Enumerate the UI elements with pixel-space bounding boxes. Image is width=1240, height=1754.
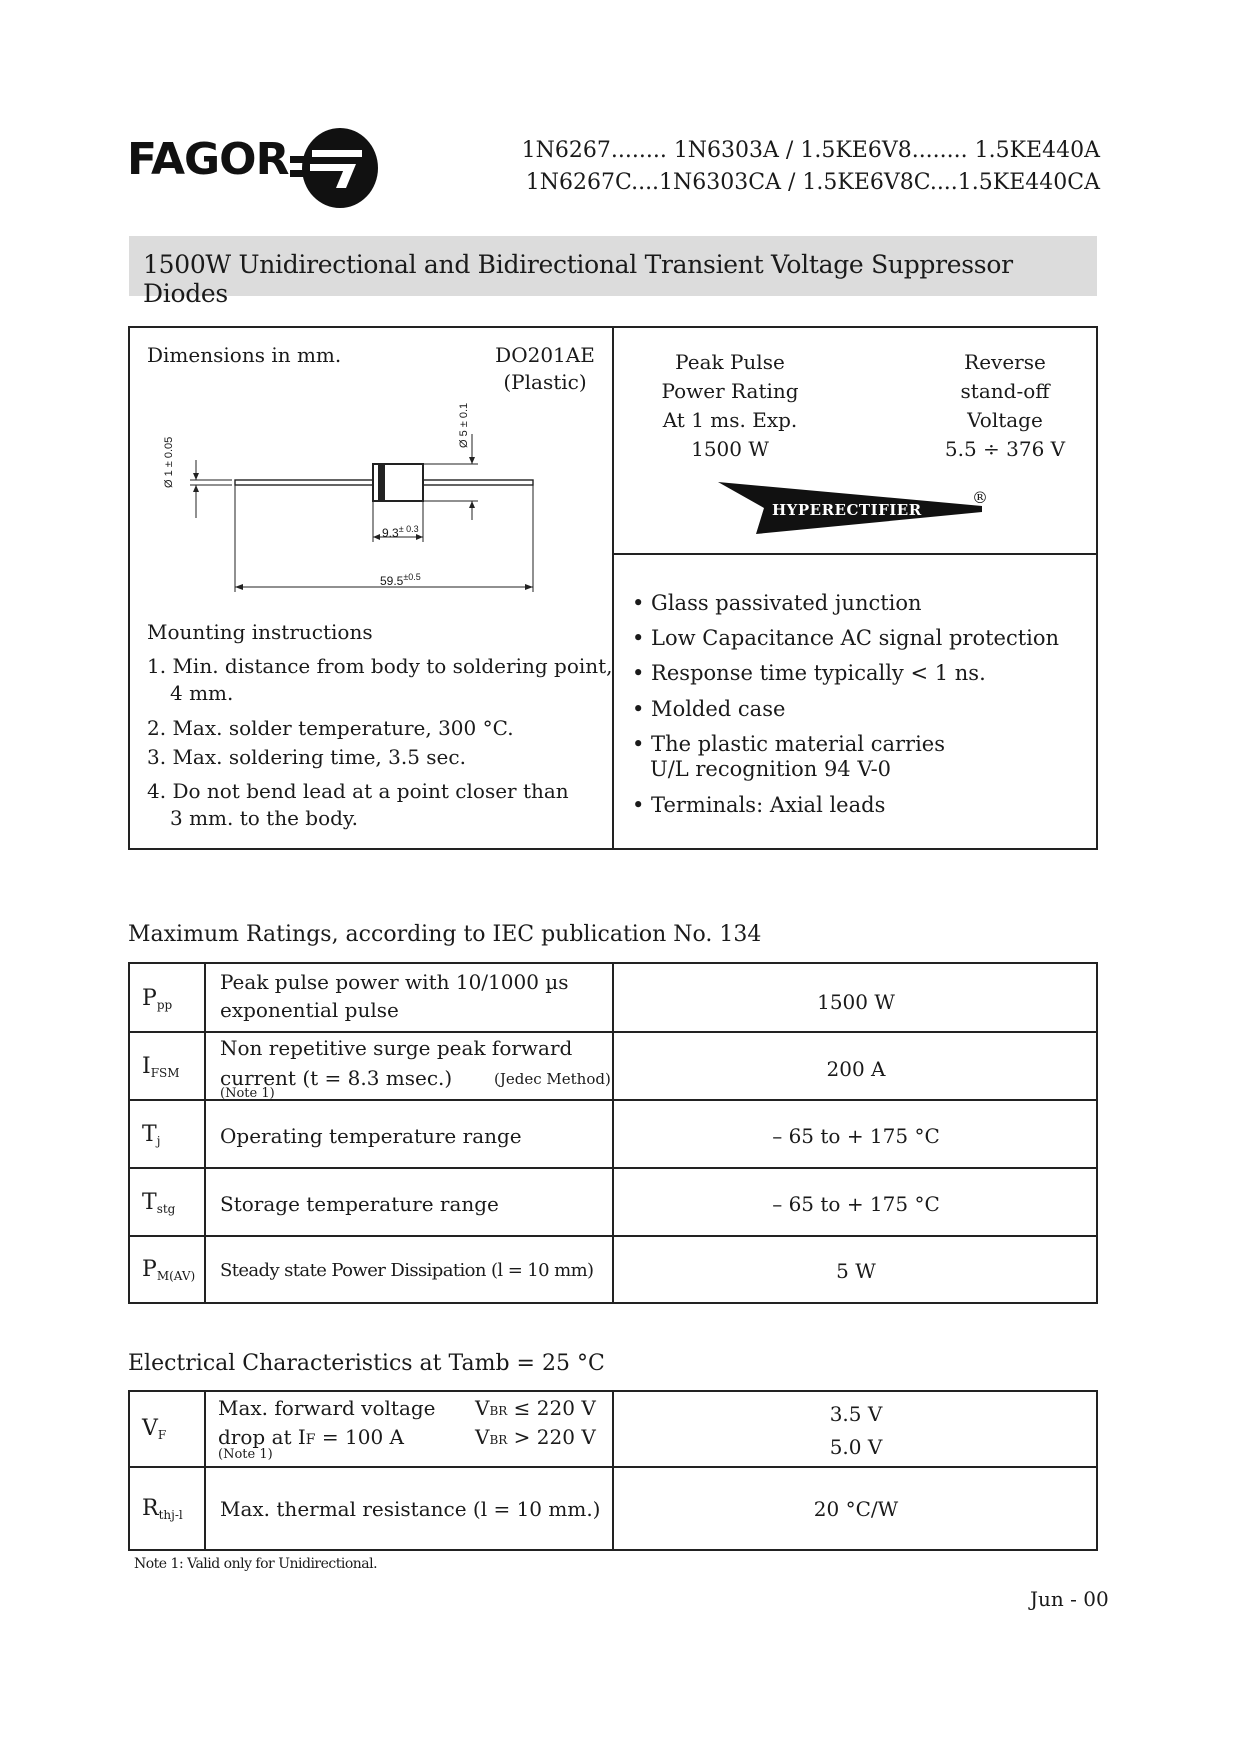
feature-item: • Molded case xyxy=(632,697,786,721)
symbol-subscript: M(AV) xyxy=(156,1269,196,1283)
info-box-hdivider xyxy=(612,553,1098,555)
cond-text: V xyxy=(475,1396,490,1420)
table-row-divider xyxy=(128,1235,1098,1237)
part-numbers-line-1: 1N6267........ 1N6303A / 1.5KE6V8........ 1.5KE440A xyxy=(521,138,1100,163)
symbol-ifsm xyxy=(142,1054,180,1080)
peak-pulse-line: At 1 ms. Exp. xyxy=(662,408,798,432)
rating-value: 1500 W xyxy=(817,990,895,1014)
jedec-method: (Jedec Method) xyxy=(494,1070,611,1088)
info-box-divider xyxy=(612,326,614,850)
desc-text: drop at I xyxy=(218,1425,306,1449)
mounting-title: Mounting instructions xyxy=(147,620,373,644)
symbol-tstg xyxy=(142,1190,175,1216)
symbol-ppp xyxy=(142,986,172,1012)
part-numbers-line-2: 1N6267C....1N6303CA / 1.5KE6V8C....1.5KE440CA xyxy=(525,170,1100,195)
symbol-letter: P xyxy=(142,986,157,1011)
symbol-letter: T xyxy=(142,1190,157,1215)
symbol-letter: R xyxy=(142,1496,159,1521)
electrical-desc: Max. forward voltage xyxy=(218,1396,436,1420)
rating-value: – 65 to + 175 °C xyxy=(772,1192,940,1216)
symbol-subscript: stg xyxy=(156,1202,176,1216)
reverse-standoff-line: Reverse xyxy=(964,350,1046,374)
rating-value: – 65 to + 175 °C xyxy=(772,1124,940,1148)
reverse-standoff-block xyxy=(920,348,1090,464)
rating-desc: Peak pulse power with 10/1000 µs xyxy=(220,970,569,994)
symbol-tj xyxy=(142,1122,160,1148)
rating-desc: Storage temperature range xyxy=(220,1192,499,1216)
symbol-letter: T xyxy=(142,1122,157,1147)
package-type: (Plastic) xyxy=(503,370,587,394)
hyperectifier-text: HYPERECTIFIER xyxy=(772,501,922,519)
table-row-divider xyxy=(128,1031,1098,1033)
total-length-value: 59.5 xyxy=(380,574,404,588)
desc-text: = 100 A xyxy=(315,1425,404,1449)
cond-subscript: BR xyxy=(489,1404,508,1418)
note-ref: (Note 1) xyxy=(220,1086,275,1101)
peak-pulse-value: 1500 W xyxy=(691,437,769,461)
fagor-logo-icon xyxy=(290,126,382,210)
symbol-pmav xyxy=(142,1257,195,1283)
symbol-letter: P xyxy=(142,1257,157,1282)
total-length-tol: ±0.5 xyxy=(403,572,421,582)
revision-date: Jun - 00 xyxy=(1030,1587,1109,1611)
mounting-item: 4 mm. xyxy=(170,681,234,705)
reverse-standoff-value: 5.5 ÷ 376 V xyxy=(944,437,1066,461)
feature-item: • Glass passivated junction xyxy=(632,591,922,615)
body-length-dim xyxy=(382,524,419,540)
feature-item: • Response time typically < 1 ns. xyxy=(632,661,986,685)
cond-text: > 220 V xyxy=(507,1425,596,1449)
dimensions-label: Dimensions in mm. xyxy=(147,343,342,367)
rating-desc: exponential pulse xyxy=(220,998,399,1022)
electrical-value: 20 °C/W xyxy=(813,1497,899,1521)
electrical-value: 5.0 V xyxy=(829,1435,883,1459)
feature-item: U/L recognition 94 V-0 xyxy=(650,757,892,781)
table-row-divider xyxy=(128,1167,1098,1169)
electrical-value: 3.5 V xyxy=(829,1402,883,1426)
package-name: DO201AE xyxy=(495,343,595,367)
lead-diameter-dim: Ø 1 ± 0.05 xyxy=(163,436,175,488)
table-col-divider xyxy=(204,1390,206,1551)
rating-value: 5 W xyxy=(836,1259,876,1283)
feature-item: • Terminals: Axial leads xyxy=(632,793,886,817)
mounting-item: 4. Do not bend lead at a point closer than xyxy=(147,779,569,803)
title-bar xyxy=(129,236,1097,308)
body-diameter-dim: Ø 5 ± 0.1 xyxy=(458,402,470,448)
note-ref: (Note 1) xyxy=(218,1447,273,1462)
cond-text: V xyxy=(475,1425,490,1449)
feature-item: • Low Capacitance AC signal protection xyxy=(632,626,1060,650)
rating-value: 200 A xyxy=(826,1057,886,1081)
peak-pulse-line: Power Rating xyxy=(661,379,799,403)
vbr-condition xyxy=(475,1396,596,1420)
max-ratings-heading: Maximum Ratings, according to IEC publication No. 134 xyxy=(128,922,762,947)
peak-pulse-block xyxy=(640,348,820,464)
symbol-letter: V xyxy=(142,1416,158,1441)
rating-desc: Steady state Power Dissipation (l = 10 mm) xyxy=(220,1260,594,1281)
symbol-vf xyxy=(142,1416,166,1442)
reverse-standoff-line: Voltage xyxy=(967,408,1043,432)
symbol-rthjl xyxy=(142,1496,183,1522)
body-length-value: 9.3 xyxy=(382,526,399,540)
registered-mark: ® xyxy=(972,488,988,507)
fagor-logo-text: FAGOR xyxy=(127,134,289,185)
mounting-item: 3 mm. to the body. xyxy=(170,806,358,830)
feature-item: • The plastic material carries xyxy=(632,732,945,756)
symbol-subscript: FSM xyxy=(150,1066,180,1080)
reverse-standoff-line: stand-off xyxy=(960,379,1050,403)
rating-desc: current (t = 8.3 msec.) xyxy=(220,1066,453,1090)
desc-subscript: F xyxy=(305,1432,316,1448)
electrical-heading: Electrical Characteristics at Tamb = 25 °C xyxy=(128,1351,605,1376)
document-title: 1500W Unidirectional and Bidirectional Transient Voltage Suppressor Diodes xyxy=(143,250,1013,308)
mounting-item: 2. Max. solder temperature, 300 °C. xyxy=(147,716,514,740)
symbol-subscript: thj-l xyxy=(158,1508,183,1522)
rating-desc: Non repetitive surge peak forward xyxy=(220,1036,573,1060)
table-row-divider xyxy=(128,1466,1098,1468)
peak-pulse-line: Peak Pulse xyxy=(675,350,785,374)
cond-text: ≤ 220 V xyxy=(507,1396,596,1420)
vbr-condition xyxy=(475,1425,596,1449)
total-length-dim xyxy=(380,572,421,588)
rating-desc: Operating temperature range xyxy=(220,1124,522,1148)
symbol-subscript: j xyxy=(156,1134,161,1148)
cond-subscript: BR xyxy=(489,1433,508,1447)
mounting-item: 1. Min. distance from body to soldering point, xyxy=(147,654,613,678)
symbol-letter: I xyxy=(142,1054,151,1079)
electrical-desc: Max. thermal resistance (l = 10 mm.) xyxy=(220,1497,601,1521)
package-outline-drawing xyxy=(160,390,590,600)
mounting-item: 3. Max. soldering time, 3.5 sec. xyxy=(147,745,466,769)
footnote: Note 1: Valid only for Unidirectional. xyxy=(134,1556,378,1572)
symbol-subscript: pp xyxy=(156,998,173,1012)
table-col-divider xyxy=(204,962,206,1304)
symbol-subscript: F xyxy=(157,1428,167,1442)
body-length-tol: ± 0.3 xyxy=(398,524,419,534)
electrical-desc xyxy=(218,1425,404,1449)
